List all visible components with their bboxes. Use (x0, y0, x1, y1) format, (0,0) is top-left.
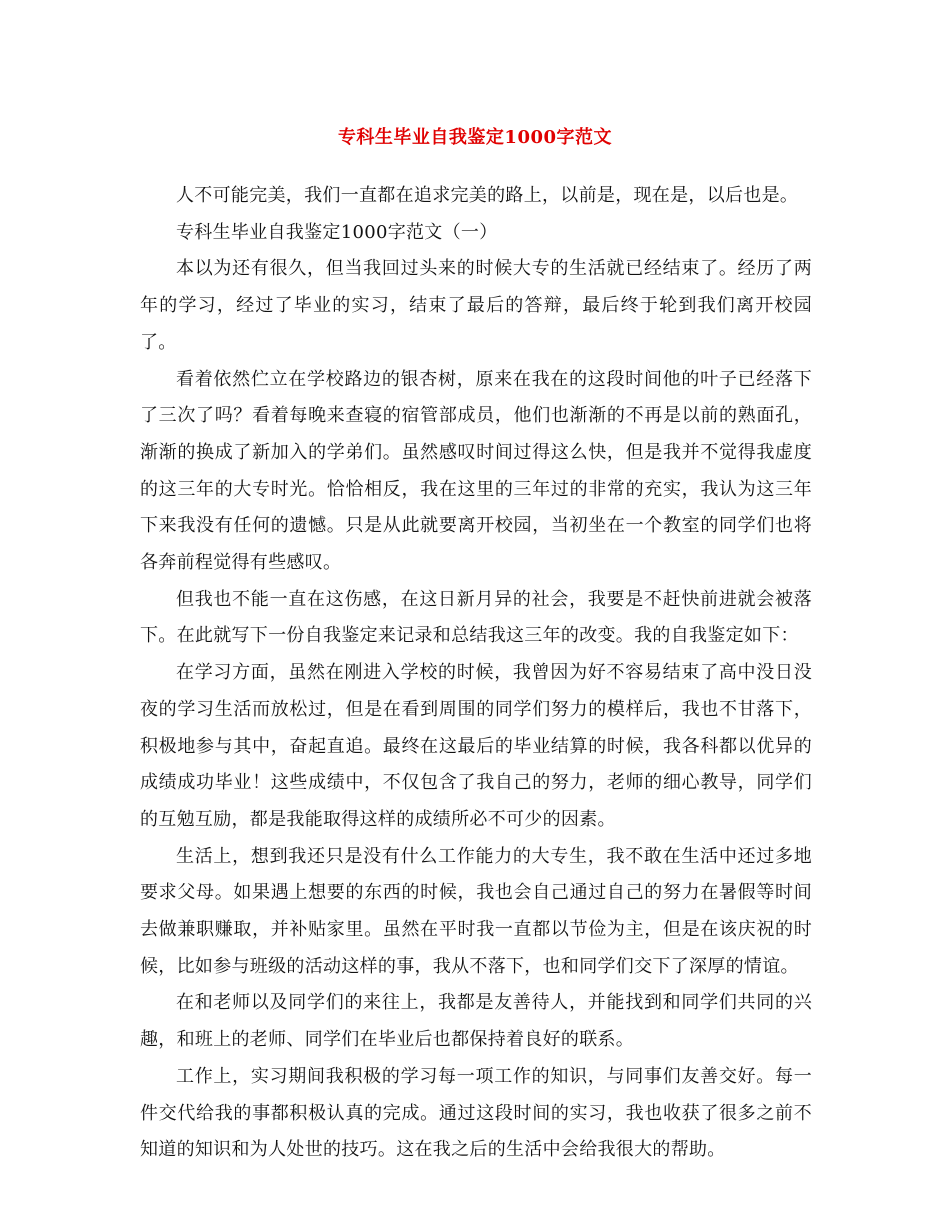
paragraph-intro: 人不可能完美，我们一直都在追求完美的路上，以前是，现在是，以后也是。 (176, 185, 799, 206)
document-body (140, 178, 812, 1169)
paragraph: 生活上，想到我还只是没有什么工作能力的大专生，我不敢在生活中还过多地要求父母。如果遇上想要的东西的时候，我也会自己通过自己的努力在暑假等时间去做兼职赚取，并补贴家里。虽然在平时我一直都以节俭为主，但是在该庆祝的时候，比如参与班级的活动这样的事，我从不落下，也和同学们交下了深厚的情谊。 (140, 845, 812, 977)
paragraph: 本以为还有很久，但当我回过头来的时候大专的生活就已经结束了。经历了两年的学习，经过了毕业的实习，结束了最后的答辩，最后终于轮到我们离开校园了。 (140, 258, 812, 353)
paragraph: 工作上，实习期间我积极的学习每一项工作的知识，与同事们友善交好。每一件交代给我的事都积极认真的完成。通过这段时间的实习，我也收获了很多之前不知道的知识和为人处世的技巧。这在我之后的生活中会给我很大的帮助。 (140, 1065, 812, 1161)
paragraph: 看着依然伫立在学校路边的银杏树，原来在我在的这段时间他的叶子已经落下了三次了吗？看着每晚来查寝的宿管部成员，他们也渐渐的不再是以前的熟面孔，渐渐的换成了新加入的学弟们。虽然感叹时间过得这么快，但是我并不觉得我虚度的这三年的大专时光。恰恰相反，我在这里的三年过的非常的充实，我认为这三年下来我没有任何的遗憾。只是从此就要离开校园，当初坐在一个教室的同学们也将各奔前程觉得有些感叹。 (140, 368, 812, 574)
paragraph: 在学习方面，虽然在刚进入学校的时候，我曾因为好不容易结束了高中没日没夜的学习生活而放松过，但是在看到周围的同学们努力的模样后，我也不甘落下，积极地参与其中，奋起直追。最终在这最后的毕业结算的时候，我各科都以优异的成绩成功毕业！这些成绩中，不仅包含了我自己的努力，老师的细心教导，同学们的互勉互励，都是我能取得这样的成绩所必不可少的因素。 (140, 662, 812, 830)
document-title: 专科生毕业自我鉴定1000字范文 (337, 127, 613, 148)
section-heading: 专科生毕业自我鉴定1000字范文（一） (176, 221, 498, 243)
paragraph: 但我也不能一直在这伤感，在这日新月异的社会，我要是不赶快前进就会被落下。在此就写下一份自我鉴定来记录和总结我这三年的改变。我的自我鉴定如下： (140, 588, 812, 647)
paragraph: 在和老师以及同学们的来往上，我都是友善待人，并能找到和同学们共同的兴趣，和班上的老师、同学们在毕业后也都保持着良好的联系。 (140, 992, 812, 1051)
